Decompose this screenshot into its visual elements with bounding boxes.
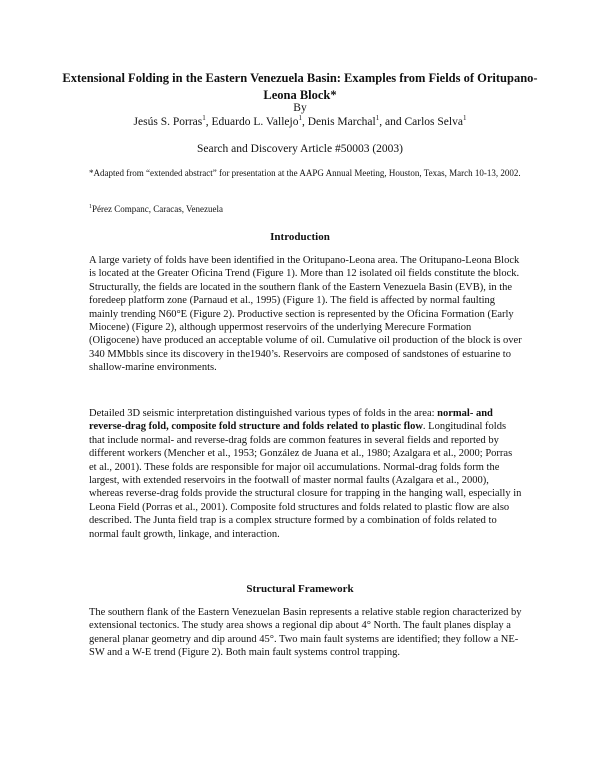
affiliation-mark: 1 [89, 204, 92, 210]
structural-framework-heading: Structural Framework [246, 583, 354, 595]
author-list [0, 116, 600, 128]
introduction-paragraph-1: A large variety of folds have been identified in the Oritupano-Leona area. The Oritupano-Leona Block is located at the Greater Oficina Trend (Figure 1). More than 12 isolated oil fields constitute the block. Structurally, the fields are located in the southern flank of the Eastern Venezuela Basin (EVB), in the foredeep platform zone (Parnaud et al., 1995) (Figure 1). The field is affected by normal faulting mainly trending N60°E (Figure 2). Productive section is represented by the Oficina Formation (Early Miocene) (Figure 2), although uppermost reservoirs of the underlying Merecure Formation (Oligocene) have produced an acceptable volume of oil. Cumulative oil production of the block is over 340 MMbbls since its discovery in the1940’s. Reservoirs are composed of sandstones of estuarine to shallow-marine environments. [89, 255, 522, 374]
introduction-paragraph-2 [89, 407, 522, 541]
author-name: Carlos Selva [404, 116, 463, 128]
author-affiliation-mark: 1 [375, 114, 380, 123]
author-separator: , [205, 116, 212, 128]
structural-framework-paragraph: The southern flank of the Eastern Venezuelan Basin represents a relative stable region characterized by extensional tectonics. The study area shows a regional dip about 4° North. The fault planes display a general planar geometry and dip around 45°. Two main fault systems are identified; they follow a NE-SW and a W-E trend (Figure 2). Both main fault systems control trapping. [89, 607, 522, 659]
affiliation [89, 204, 529, 214]
author-affiliation-mark: 1 [462, 114, 467, 123]
author-name: Jesús S. Porras [133, 116, 203, 128]
affiliation-text: Pérez Companc, Caracas, Venezuela [92, 204, 224, 214]
introduction-heading: Introduction [270, 231, 330, 243]
by-line: By [293, 102, 307, 114]
footnote: *Adapted from “extended abstract” for presentation at the AAPG Annual Meeting, Houston, Texas, March 10-13, 2002. [89, 168, 521, 178]
author-separator: , [301, 116, 308, 128]
author-affiliation-mark: 1 [298, 114, 302, 123]
paper-title: Extensional Folding in the Eastern Venezuela Basin: Examples from Fields of Oritupano-Leona Block* [62, 71, 538, 102]
author-affiliation-mark: 1 [202, 114, 206, 123]
paragraph-lead-text: Detailed 3D seismic interpretation distinguished various types of folds in the area: [89, 408, 438, 419]
article-reference: Search and Discovery Article #50003 (2003) [197, 143, 403, 155]
fold-types-bold-text: normal- and reverse-drag fold, composite fold structure and folds related to plastic flow [89, 408, 493, 433]
author-separator: , and [379, 116, 405, 128]
author-name: Eduardo L. Vallejo [211, 116, 299, 128]
paragraph-body-text: . Longitudinal folds that include normal- and reverse-drag folds are common features in several fields and reported by different workers (Mencher et al., 1953; González de Juana et al., 1980; Azalgara et al., 2000; Porras et al., 2001). These folds are responsible for major oil accumulations. Normal-drag folds form the largest, with extended reservoirs in the footwall of master normal faults (Azalgara et al., 2000), whereas reverse-drag folds provide the structural closure for trapping in the hanging wall, especially in Leona Field (Porras et al., 2001). Composite fold structures and folds related to plastic flow are also described. The Junta field trap is a complex structure formed by a combination of folds related to normal fault growth, linkage, and interaction. [89, 421, 522, 540]
author-name: Denis Marchal [307, 116, 376, 128]
